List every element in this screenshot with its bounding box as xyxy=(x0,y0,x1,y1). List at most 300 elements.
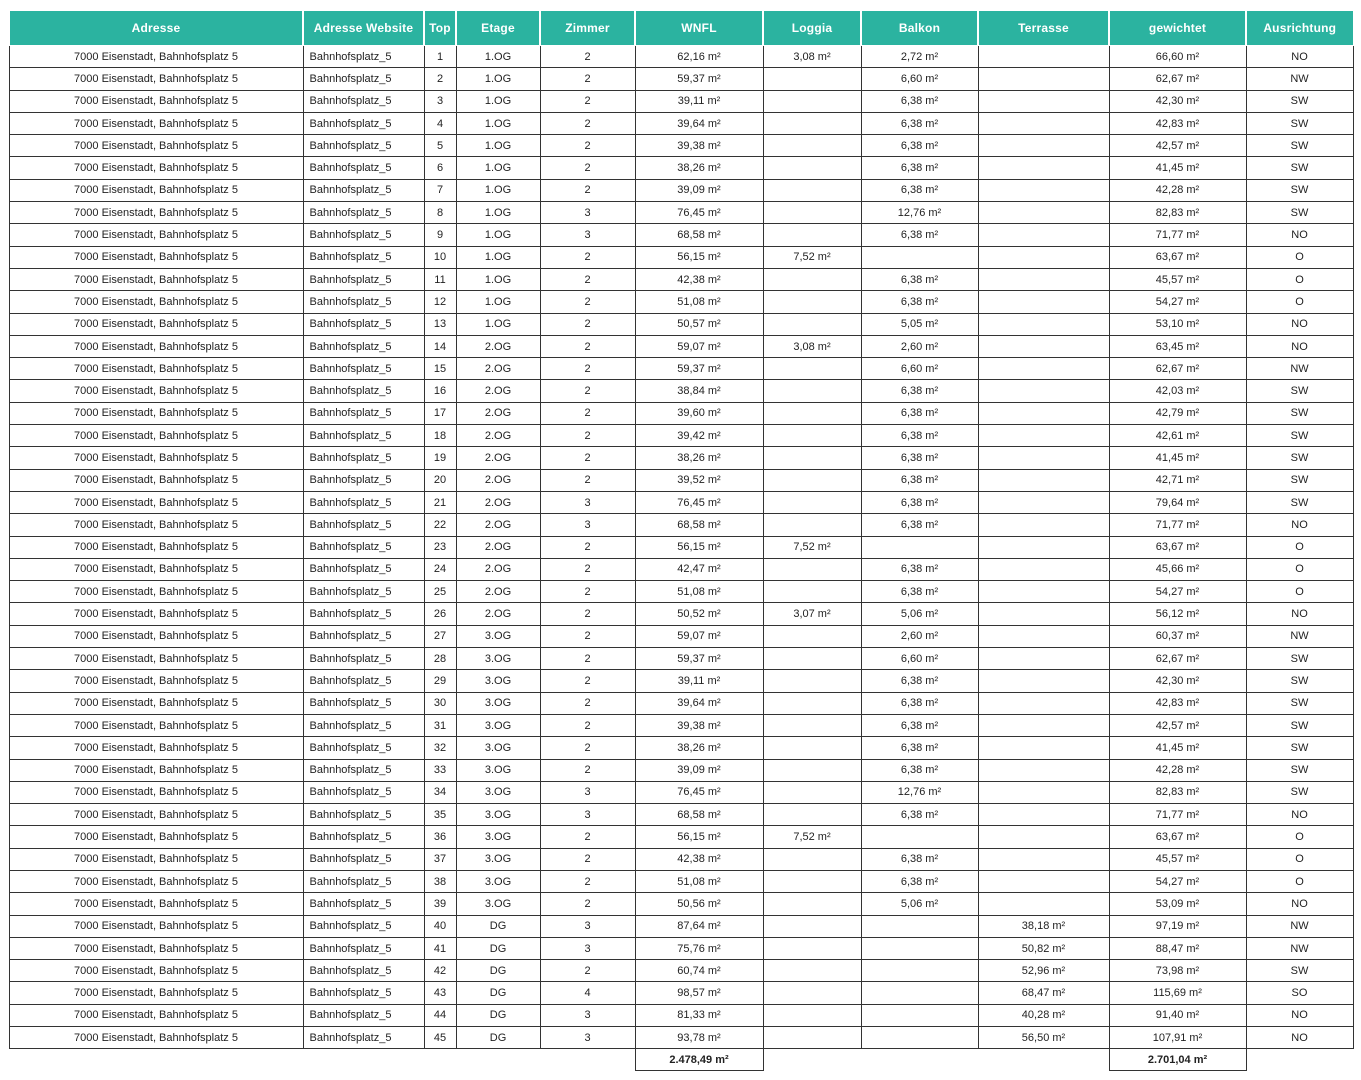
cell-zimmer: 2 xyxy=(540,402,635,424)
cell-terrasse xyxy=(978,335,1109,357)
cell-terrasse xyxy=(978,737,1109,759)
table-row[interactable] xyxy=(9,625,1353,647)
table-body xyxy=(9,46,1353,1049)
cell-loggia xyxy=(763,447,861,469)
cell-ausrichtung: SO xyxy=(1246,982,1353,1004)
header-terrasse[interactable]: Terrasse xyxy=(978,11,1109,46)
cell-wnfl: 59,07 m² xyxy=(635,335,763,357)
cell-top: 39 xyxy=(424,893,456,915)
cell-loggia xyxy=(763,781,861,803)
cell-etage: 3.OG xyxy=(456,759,540,781)
cell-top: 28 xyxy=(424,648,456,670)
cell-balkon xyxy=(861,536,978,558)
cell-terrasse xyxy=(978,603,1109,625)
cell-top: 27 xyxy=(424,625,456,647)
table-row[interactable] xyxy=(9,246,1353,268)
cell-balkon: 6,38 m² xyxy=(861,425,978,447)
cell-adresse-website: Bahnhofsplatz_5 xyxy=(303,402,424,424)
cell-ausrichtung: SW xyxy=(1246,202,1353,224)
cell-adresse-website: Bahnhofsplatz_5 xyxy=(303,960,424,982)
cell-zimmer: 2 xyxy=(540,848,635,870)
cell-zimmer: 2 xyxy=(540,268,635,290)
cell-gewichtet: 53,10 m² xyxy=(1109,313,1246,335)
cell-zimmer: 2 xyxy=(540,335,635,357)
cell-adresse-website: Bahnhofsplatz_5 xyxy=(303,157,424,179)
cell-adresse-website: Bahnhofsplatz_5 xyxy=(303,291,424,313)
cell-balkon: 6,38 m² xyxy=(861,135,978,157)
cell-adresse-website: Bahnhofsplatz_5 xyxy=(303,425,424,447)
cell-etage: 2.OG xyxy=(456,425,540,447)
cell-etage: DG xyxy=(456,937,540,959)
header-adresse[interactable]: Adresse xyxy=(9,11,303,46)
cell-adresse: 7000 Eisenstadt, Bahnhofsplatz 5 xyxy=(9,90,303,112)
cell-loggia: 7,52 m² xyxy=(763,826,861,848)
cell-top: 22 xyxy=(424,514,456,536)
cell-top: 12 xyxy=(424,291,456,313)
cell-balkon: 6,38 m² xyxy=(861,558,978,580)
cell-gewichtet: 73,98 m² xyxy=(1109,960,1246,982)
table-row[interactable] xyxy=(9,915,1353,937)
cell-gewichtet: 62,67 m² xyxy=(1109,68,1246,90)
table-row[interactable] xyxy=(9,179,1353,201)
cell-top: 13 xyxy=(424,313,456,335)
header-balkon[interactable]: Balkon xyxy=(861,11,978,46)
cell-zimmer: 2 xyxy=(540,625,635,647)
cell-balkon: 6,38 m² xyxy=(861,157,978,179)
cell-terrasse xyxy=(978,246,1109,268)
cell-loggia xyxy=(763,581,861,603)
cell-loggia xyxy=(763,558,861,580)
cell-zimmer: 2 xyxy=(540,870,635,892)
table-row[interactable] xyxy=(9,157,1353,179)
cell-zimmer: 3 xyxy=(540,491,635,513)
cell-adresse-website: Bahnhofsplatz_5 xyxy=(303,714,424,736)
cell-zimmer: 2 xyxy=(540,826,635,848)
cell-adresse: 7000 Eisenstadt, Bahnhofsplatz 5 xyxy=(9,915,303,937)
cell-top: 24 xyxy=(424,558,456,580)
cell-wnfl: 68,58 m² xyxy=(635,514,763,536)
cell-top: 11 xyxy=(424,268,456,290)
cell-zimmer: 2 xyxy=(540,558,635,580)
cell-loggia xyxy=(763,425,861,447)
cell-balkon: 6,38 m² xyxy=(861,179,978,201)
table-row[interactable] xyxy=(9,268,1353,290)
cell-loggia xyxy=(763,224,861,246)
cell-wnfl: 68,58 m² xyxy=(635,804,763,826)
header-zimmer[interactable]: Zimmer xyxy=(540,11,635,46)
cell-wnfl: 59,37 m² xyxy=(635,648,763,670)
cell-gewichtet: 66,60 m² xyxy=(1109,46,1246,68)
cell-wnfl: 98,57 m² xyxy=(635,982,763,1004)
table-row[interactable] xyxy=(9,1027,1353,1049)
cell-etage: 2.OG xyxy=(456,380,540,402)
cell-top: 44 xyxy=(424,1004,456,1026)
table-row[interactable] xyxy=(9,937,1353,959)
cell-loggia xyxy=(763,135,861,157)
cell-top: 14 xyxy=(424,335,456,357)
cell-adresse: 7000 Eisenstadt, Bahnhofsplatz 5 xyxy=(9,469,303,491)
cell-ausrichtung: NO xyxy=(1246,804,1353,826)
apartment-table xyxy=(8,10,1354,1071)
cell-terrasse xyxy=(978,536,1109,558)
cell-loggia xyxy=(763,313,861,335)
table-row[interactable] xyxy=(9,893,1353,915)
cell-adresse-website: Bahnhofsplatz_5 xyxy=(303,625,424,647)
cell-balkon: 6,38 m² xyxy=(861,759,978,781)
cell-gewichtet: 115,69 m² xyxy=(1109,982,1246,1004)
cell-zimmer: 2 xyxy=(540,692,635,714)
cell-terrasse: 56,50 m² xyxy=(978,1027,1109,1049)
cell-terrasse xyxy=(978,893,1109,915)
table-row[interactable] xyxy=(9,380,1353,402)
table-row[interactable] xyxy=(9,848,1353,870)
cell-adresse: 7000 Eisenstadt, Bahnhofsplatz 5 xyxy=(9,937,303,959)
cell-wnfl: 38,26 m² xyxy=(635,447,763,469)
table-row[interactable] xyxy=(9,759,1353,781)
cell-top: 40 xyxy=(424,915,456,937)
cell-adresse-website: Bahnhofsplatz_5 xyxy=(303,937,424,959)
cell-gewichtet: 71,77 m² xyxy=(1109,514,1246,536)
cell-terrasse xyxy=(978,804,1109,826)
cell-gewichtet: 42,28 m² xyxy=(1109,759,1246,781)
cell-balkon: 2,60 m² xyxy=(861,335,978,357)
cell-zimmer: 2 xyxy=(540,179,635,201)
header-loggia[interactable]: Loggia xyxy=(763,11,861,46)
cell-balkon xyxy=(861,982,978,1004)
cell-balkon: 6,38 m² xyxy=(861,514,978,536)
cell-loggia xyxy=(763,692,861,714)
cell-loggia xyxy=(763,1027,861,1049)
cell-wnfl: 50,57 m² xyxy=(635,313,763,335)
table-row[interactable] xyxy=(9,469,1353,491)
cell-etage: 3.OG xyxy=(456,714,540,736)
cell-terrasse xyxy=(978,759,1109,781)
cell-balkon: 6,38 m² xyxy=(861,224,978,246)
cell-adresse-website: Bahnhofsplatz_5 xyxy=(303,781,424,803)
cell-balkon: 2,60 m² xyxy=(861,625,978,647)
cell-adresse-website: Bahnhofsplatz_5 xyxy=(303,536,424,558)
table-row[interactable] xyxy=(9,90,1353,112)
cell-etage: 1.OG xyxy=(456,46,540,68)
header-top[interactable]: Top xyxy=(424,11,456,46)
cell-balkon: 5,06 m² xyxy=(861,603,978,625)
cell-ausrichtung: NO xyxy=(1246,893,1353,915)
cell-loggia xyxy=(763,893,861,915)
cell-zimmer: 3 xyxy=(540,781,635,803)
cell-zimmer: 2 xyxy=(540,425,635,447)
cell-gewichtet: 62,67 m² xyxy=(1109,358,1246,380)
cell-zimmer: 2 xyxy=(540,670,635,692)
cell-balkon: 6,38 m² xyxy=(861,268,978,290)
cell-terrasse: 38,18 m² xyxy=(978,915,1109,937)
cell-wnfl: 38,84 m² xyxy=(635,380,763,402)
table-row[interactable] xyxy=(9,491,1353,513)
cell-etage: 2.OG xyxy=(456,581,540,603)
totals-row xyxy=(9,1049,1353,1071)
cell-ausrichtung: SW xyxy=(1246,737,1353,759)
table-row[interactable] xyxy=(9,581,1353,603)
cell-adresse: 7000 Eisenstadt, Bahnhofsplatz 5 xyxy=(9,581,303,603)
table-row[interactable] xyxy=(9,804,1353,826)
cell-ausrichtung: SW xyxy=(1246,670,1353,692)
cell-adresse-website: Bahnhofsplatz_5 xyxy=(303,603,424,625)
cell-ausrichtung: O xyxy=(1246,536,1353,558)
table-row[interactable] xyxy=(9,425,1353,447)
cell-terrasse xyxy=(978,447,1109,469)
cell-adresse-website: Bahnhofsplatz_5 xyxy=(303,358,424,380)
table-row[interactable] xyxy=(9,960,1353,982)
cell-zimmer: 2 xyxy=(540,759,635,781)
cell-gewichtet: 45,57 m² xyxy=(1109,848,1246,870)
cell-ausrichtung: NW xyxy=(1246,937,1353,959)
table-row[interactable] xyxy=(9,46,1353,68)
cell-adresse: 7000 Eisenstadt, Bahnhofsplatz 5 xyxy=(9,536,303,558)
table-row[interactable] xyxy=(9,313,1353,335)
cell-adresse: 7000 Eisenstadt, Bahnhofsplatz 5 xyxy=(9,826,303,848)
table-row[interactable] xyxy=(9,335,1353,357)
cell-adresse: 7000 Eisenstadt, Bahnhofsplatz 5 xyxy=(9,313,303,335)
cell-ausrichtung: O xyxy=(1246,558,1353,580)
table-row[interactable] xyxy=(9,402,1353,424)
cell-balkon: 5,06 m² xyxy=(861,893,978,915)
cell-balkon xyxy=(861,960,978,982)
cell-etage: 3.OG xyxy=(456,804,540,826)
cell-wnfl: 87,64 m² xyxy=(635,915,763,937)
table-row[interactable] xyxy=(9,737,1353,759)
table-row[interactable] xyxy=(9,202,1353,224)
cell-wnfl: 51,08 m² xyxy=(635,581,763,603)
cell-gewichtet: 45,57 m² xyxy=(1109,268,1246,290)
cell-etage: 1.OG xyxy=(456,112,540,134)
table-row[interactable] xyxy=(9,648,1353,670)
cell-adresse-website: Bahnhofsplatz_5 xyxy=(303,737,424,759)
cell-adresse: 7000 Eisenstadt, Bahnhofsplatz 5 xyxy=(9,670,303,692)
cell-balkon: 6,38 m² xyxy=(861,291,978,313)
cell-zimmer: 3 xyxy=(540,915,635,937)
cell-ausrichtung: O xyxy=(1246,870,1353,892)
cell-top: 3 xyxy=(424,90,456,112)
cell-adresse-website: Bahnhofsplatz_5 xyxy=(303,581,424,603)
cell-loggia xyxy=(763,737,861,759)
cell-adresse-website: Bahnhofsplatz_5 xyxy=(303,1004,424,1026)
cell-adresse-website: Bahnhofsplatz_5 xyxy=(303,313,424,335)
cell-etage: 2.OG xyxy=(456,402,540,424)
cell-wnfl: 42,38 m² xyxy=(635,848,763,870)
cell-adresse: 7000 Eisenstadt, Bahnhofsplatz 5 xyxy=(9,380,303,402)
cell-adresse: 7000 Eisenstadt, Bahnhofsplatz 5 xyxy=(9,447,303,469)
header-row xyxy=(9,11,1353,46)
cell-terrasse xyxy=(978,157,1109,179)
cell-wnfl: 39,60 m² xyxy=(635,402,763,424)
cell-gewichtet: 107,91 m² xyxy=(1109,1027,1246,1049)
header-gewichtet[interactable]: gewichtet xyxy=(1109,11,1246,46)
cell-balkon: 6,38 m² xyxy=(861,469,978,491)
header-adresse-website[interactable]: Adresse Website xyxy=(303,11,424,46)
cell-ausrichtung: SW xyxy=(1246,135,1353,157)
cell-zimmer: 2 xyxy=(540,313,635,335)
table-row[interactable] xyxy=(9,781,1353,803)
cell-loggia: 3,07 m² xyxy=(763,603,861,625)
cell-gewichtet: 42,03 m² xyxy=(1109,380,1246,402)
cell-adresse: 7000 Eisenstadt, Bahnhofsplatz 5 xyxy=(9,960,303,982)
cell-balkon: 6,38 m² xyxy=(861,380,978,402)
cell-balkon: 6,38 m² xyxy=(861,112,978,134)
cell-balkon: 6,60 m² xyxy=(861,358,978,380)
cell-zimmer: 2 xyxy=(540,536,635,558)
table-row[interactable] xyxy=(9,135,1353,157)
table-row[interactable] xyxy=(9,692,1353,714)
cell-top: 16 xyxy=(424,380,456,402)
cell-ausrichtung: O xyxy=(1246,581,1353,603)
cell-wnfl: 76,45 m² xyxy=(635,781,763,803)
cell-terrasse xyxy=(978,491,1109,513)
cell-gewichtet: 54,27 m² xyxy=(1109,870,1246,892)
cell-top: 36 xyxy=(424,826,456,848)
cell-gewichtet: 63,67 m² xyxy=(1109,246,1246,268)
cell-gewichtet: 82,83 m² xyxy=(1109,202,1246,224)
cell-adresse: 7000 Eisenstadt, Bahnhofsplatz 5 xyxy=(9,202,303,224)
table-row[interactable] xyxy=(9,1004,1353,1026)
cell-gewichtet: 42,71 m² xyxy=(1109,469,1246,491)
cell-adresse: 7000 Eisenstadt, Bahnhofsplatz 5 xyxy=(9,402,303,424)
cell-gewichtet: 41,45 m² xyxy=(1109,447,1246,469)
table-row[interactable] xyxy=(9,982,1353,1004)
cell-zimmer: 3 xyxy=(540,1004,635,1026)
cell-top: 5 xyxy=(424,135,456,157)
total-gewichtet: 2.701,04 m² xyxy=(1109,1049,1246,1071)
cell-loggia xyxy=(763,714,861,736)
cell-top: 9 xyxy=(424,224,456,246)
cell-wnfl: 51,08 m² xyxy=(635,291,763,313)
header-ausrichtung[interactable]: Ausrichtung xyxy=(1246,11,1353,46)
cell-adresse: 7000 Eisenstadt, Bahnhofsplatz 5 xyxy=(9,268,303,290)
cell-etage: 1.OG xyxy=(456,202,540,224)
cell-etage: 1.OG xyxy=(456,157,540,179)
table-row[interactable] xyxy=(9,514,1353,536)
totals-spacer-mid xyxy=(763,1049,1109,1071)
cell-terrasse: 52,96 m² xyxy=(978,960,1109,982)
cell-etage: 1.OG xyxy=(456,246,540,268)
cell-ausrichtung: NO xyxy=(1246,1004,1353,1026)
cell-adresse: 7000 Eisenstadt, Bahnhofsplatz 5 xyxy=(9,625,303,647)
cell-terrasse xyxy=(978,648,1109,670)
cell-balkon: 6,38 m² xyxy=(861,90,978,112)
cell-top: 32 xyxy=(424,737,456,759)
cell-etage: 1.OG xyxy=(456,135,540,157)
cell-balkon: 2,72 m² xyxy=(861,46,978,68)
cell-etage: 2.OG xyxy=(456,603,540,625)
cell-terrasse xyxy=(978,469,1109,491)
cell-gewichtet: 63,45 m² xyxy=(1109,335,1246,357)
cell-zimmer: 3 xyxy=(540,224,635,246)
cell-wnfl: 39,09 m² xyxy=(635,759,763,781)
cell-gewichtet: 56,12 m² xyxy=(1109,603,1246,625)
cell-adresse-website: Bahnhofsplatz_5 xyxy=(303,648,424,670)
cell-top: 25 xyxy=(424,581,456,603)
cell-ausrichtung: SW xyxy=(1246,425,1353,447)
cell-etage: 3.OG xyxy=(456,737,540,759)
cell-top: 21 xyxy=(424,491,456,513)
cell-wnfl: 59,37 m² xyxy=(635,68,763,90)
cell-etage: 1.OG xyxy=(456,313,540,335)
cell-balkon: 6,38 m² xyxy=(861,491,978,513)
table-row[interactable] xyxy=(9,358,1353,380)
table-row[interactable] xyxy=(9,112,1353,134)
table-row[interactable] xyxy=(9,603,1353,625)
cell-wnfl: 81,33 m² xyxy=(635,1004,763,1026)
cell-terrasse xyxy=(978,313,1109,335)
cell-top: 2 xyxy=(424,68,456,90)
cell-ausrichtung: O xyxy=(1246,826,1353,848)
header-wnfl[interactable]: WNFL xyxy=(635,11,763,46)
table-row[interactable] xyxy=(9,558,1353,580)
cell-etage: 3.OG xyxy=(456,692,540,714)
table-row[interactable] xyxy=(9,714,1353,736)
cell-terrasse: 40,28 m² xyxy=(978,1004,1109,1026)
table-row[interactable] xyxy=(9,447,1353,469)
cell-zimmer: 2 xyxy=(540,46,635,68)
table-row[interactable] xyxy=(9,870,1353,892)
cell-loggia xyxy=(763,112,861,134)
cell-etage: 3.OG xyxy=(456,648,540,670)
cell-balkon: 6,38 m² xyxy=(861,447,978,469)
cell-adresse-website: Bahnhofsplatz_5 xyxy=(303,90,424,112)
cell-terrasse xyxy=(978,358,1109,380)
cell-zimmer: 2 xyxy=(540,737,635,759)
cell-loggia xyxy=(763,469,861,491)
cell-wnfl: 39,64 m² xyxy=(635,692,763,714)
cell-ausrichtung: O xyxy=(1246,848,1353,870)
cell-adresse: 7000 Eisenstadt, Bahnhofsplatz 5 xyxy=(9,558,303,580)
cell-loggia xyxy=(763,670,861,692)
cell-etage: 2.OG xyxy=(456,447,540,469)
totals-spacer-end xyxy=(1246,1049,1353,1071)
cell-gewichtet: 42,83 m² xyxy=(1109,692,1246,714)
cell-wnfl: 56,15 m² xyxy=(635,536,763,558)
cell-balkon: 6,38 m² xyxy=(861,737,978,759)
table-row[interactable] xyxy=(9,291,1353,313)
cell-balkon xyxy=(861,826,978,848)
cell-adresse-website: Bahnhofsplatz_5 xyxy=(303,469,424,491)
cell-etage: 1.OG xyxy=(456,291,540,313)
cell-balkon: 12,76 m² xyxy=(861,781,978,803)
cell-ausrichtung: SW xyxy=(1246,402,1353,424)
cell-terrasse xyxy=(978,291,1109,313)
cell-loggia xyxy=(763,982,861,1004)
cell-etage: 3.OG xyxy=(456,893,540,915)
cell-ausrichtung: SW xyxy=(1246,714,1353,736)
cell-top: 33 xyxy=(424,759,456,781)
cell-zimmer: 2 xyxy=(540,380,635,402)
cell-etage: 1.OG xyxy=(456,268,540,290)
cell-adresse-website: Bahnhofsplatz_5 xyxy=(303,982,424,1004)
cell-wnfl: 50,56 m² xyxy=(635,893,763,915)
cell-top: 43 xyxy=(424,982,456,1004)
table-row[interactable] xyxy=(9,670,1353,692)
cell-ausrichtung: NO xyxy=(1246,46,1353,68)
cell-zimmer: 2 xyxy=(540,90,635,112)
cell-gewichtet: 42,79 m² xyxy=(1109,402,1246,424)
cell-adresse-website: Bahnhofsplatz_5 xyxy=(303,46,424,68)
cell-etage: 2.OG xyxy=(456,558,540,580)
table-row[interactable] xyxy=(9,826,1353,848)
table-row[interactable] xyxy=(9,68,1353,90)
cell-loggia xyxy=(763,179,861,201)
table-row[interactable] xyxy=(9,536,1353,558)
table-row[interactable] xyxy=(9,224,1353,246)
cell-adresse: 7000 Eisenstadt, Bahnhofsplatz 5 xyxy=(9,68,303,90)
header-etage[interactable]: Etage xyxy=(456,11,540,46)
